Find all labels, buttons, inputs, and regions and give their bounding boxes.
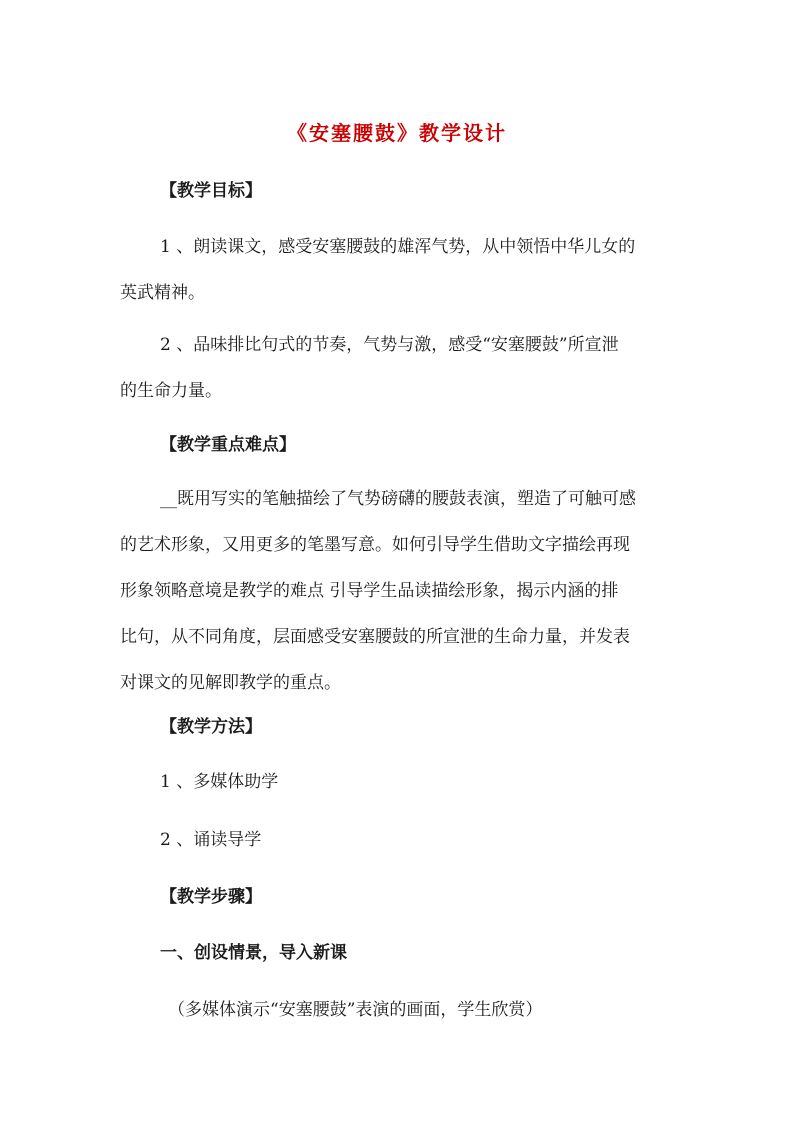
- objective-item-2-line-1: 2 、品味排比句式的节奏，气势与激，感受“安塞腰鼓”所宣泄: [160, 335, 619, 355]
- key-points-line-2: 的艺术形象，又用更多的笔墨写意。如何引导学生借助文字描绘再现: [120, 535, 630, 555]
- key-points-heading: 【教学重点难点】: [160, 435, 296, 455]
- steps-heading: 【教学步骤】: [160, 887, 262, 907]
- key-points-line-5: 对课文的见解即教学的重点。: [120, 673, 341, 693]
- step-1-note: （多媒体演示“安塞腰鼓”表演的画面，学生欣赏）: [168, 1000, 543, 1020]
- methods-heading: 【教学方法】: [160, 717, 262, 737]
- key-points-line-1: __既用写实的笔触描绘了气势磅礴的腰鼓表演，塑造了可触可感: [160, 489, 636, 509]
- objectives-heading: 【教学目标】: [160, 181, 262, 201]
- method-item-2: 2 、诵读导学: [160, 830, 262, 850]
- step-1-heading: 一、创设情景，导入新课: [160, 943, 347, 963]
- objective-item-1: [120, 224, 680, 316]
- objective-item-1-line-2: 英武精神。: [120, 283, 205, 303]
- objective-item-2-line-2: 的生命力量。: [120, 381, 222, 401]
- objective-item-1-line-1: 1 、朗读课文，感受安塞腰鼓的雄浑气势，从中领悟中华儿女的: [160, 237, 636, 257]
- method-item-1: 1 、多媒体助学: [160, 772, 279, 792]
- document-title: 《安塞腰鼓》教学设计: [287, 121, 507, 145]
- key-points-paragraph: [120, 476, 680, 706]
- key-points-line-4: 比句，从不同角度，层面感受安塞腰鼓的所宣泄的生命力量，并发表: [120, 627, 630, 647]
- key-points-line-3: 形象领略意境是教学的难点 引导学生品读描绘形象，揭示内涵的排: [120, 581, 619, 601]
- objective-item-2: [120, 322, 680, 414]
